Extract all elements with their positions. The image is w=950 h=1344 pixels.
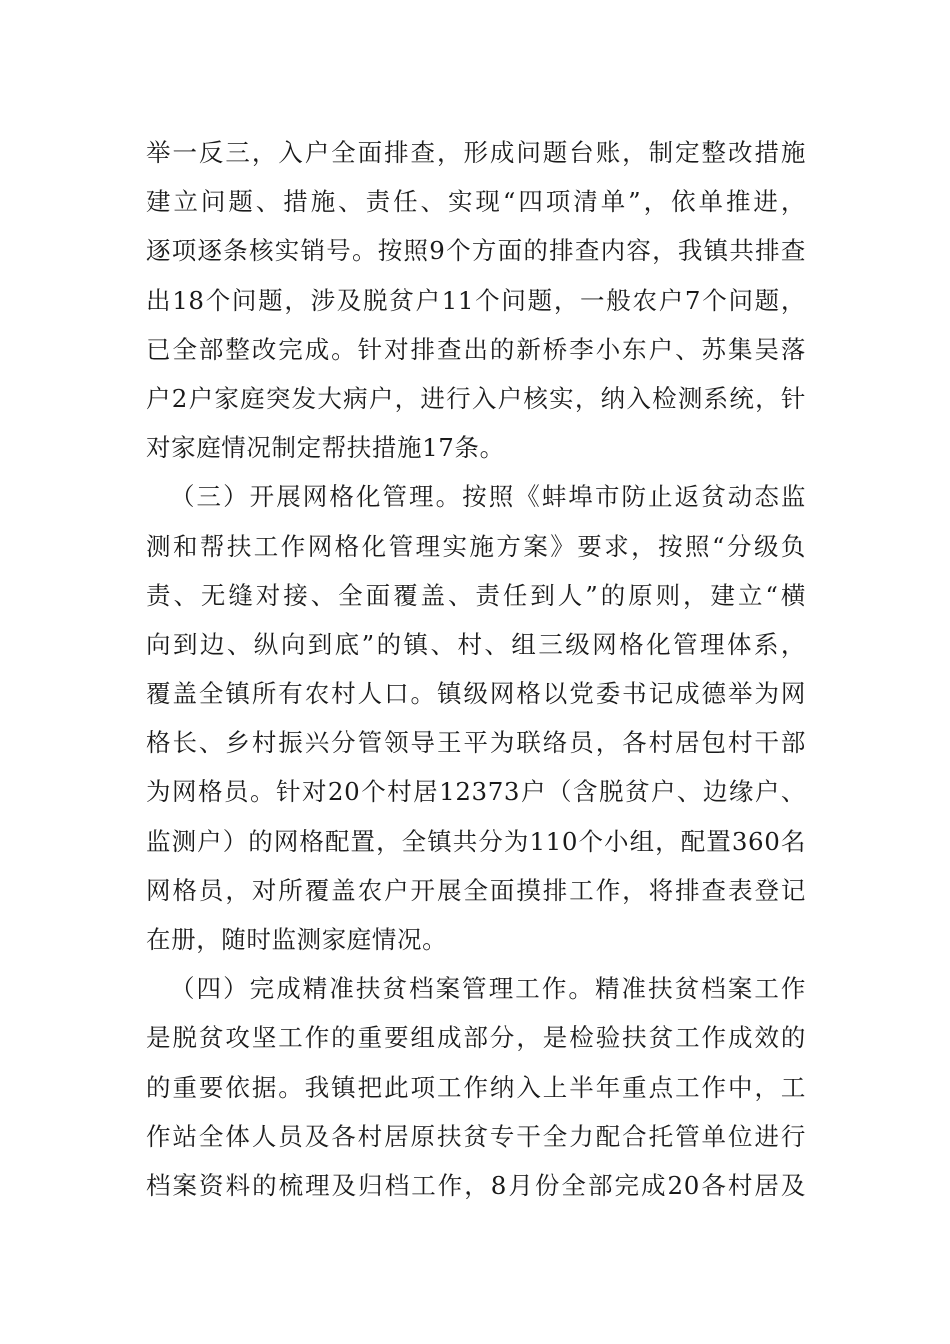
text-line: 逐项逐条核实销号。按照9个方面的排查内容，我镇共排查: [146, 236, 806, 266]
text-line: 举一反三，入户全面排查，形成问题台账，制定整改措施: [146, 138, 806, 167]
text-line: 已全部整改完成。针对排查出的新桥李小东户、苏集吴落: [146, 334, 806, 364]
text-line: 监测户）的网格配置，全镇共分为110个小组，配置360名: [146, 826, 806, 856]
text-line: 对家庭情况制定帮扶措施17条。: [146, 433, 505, 463]
text-line: 为网格员。针对20个村居12373户（含脱贫户、边缘户、: [146, 777, 806, 807]
text-line: 覆盖全镇所有农村人口。镇级网格以党委书记成德举为网: [146, 679, 806, 709]
text-line: 格长、乡村振兴分管领导王平为联络员，各村居包村干部: [146, 728, 806, 758]
text-line: 是脱贫攻坚工作的重要组成部分，是检验扶贫工作成效的: [146, 1023, 806, 1053]
section-heading-line: （四）完成精准扶贫档案管理工作。精准扶贫档案工作: [170, 974, 806, 1004]
text-line: 测和帮扶工作网格化管理实施方案》要求，按照“分级负: [146, 531, 806, 561]
body-text: [146, 128, 806, 1210]
text-line: 户2户家庭突发大病户，进行入户核实，纳入检测系统，针: [146, 383, 806, 413]
text-line: 建立问题、措施、责任、实现“四项清单”，依单推进，: [146, 187, 806, 217]
section-heading-line: （三）开展网格化管理。按照《蚌埠市防止返贫动态监: [170, 482, 806, 512]
text-line: 在册，随时监测家庭情况。: [146, 925, 448, 954]
text-line: 向到边、纵向到底”的镇、村、组三级网格化管理体系，: [146, 629, 806, 659]
text-line: 档案资料的梳理及归档工作，8月份全部完成20各村居及: [146, 1170, 806, 1200]
text-line: 网格员，对所覆盖农户开展全面摸排工作，将排查表登记: [146, 875, 806, 905]
text-line: 责、无缝对接、全面覆盖、责任到人”的原则，建立“横: [146, 580, 806, 610]
text-line: 出18个问题，涉及脱贫户11个问题，一般农户7个问题，: [146, 285, 806, 315]
text-line: 的重要依据。我镇把此项工作纳入上半年重点工作中，工: [146, 1072, 806, 1102]
text-line: 作站全体人员及各村居原扶贫专干全力配合托管单位进行: [146, 1121, 806, 1151]
